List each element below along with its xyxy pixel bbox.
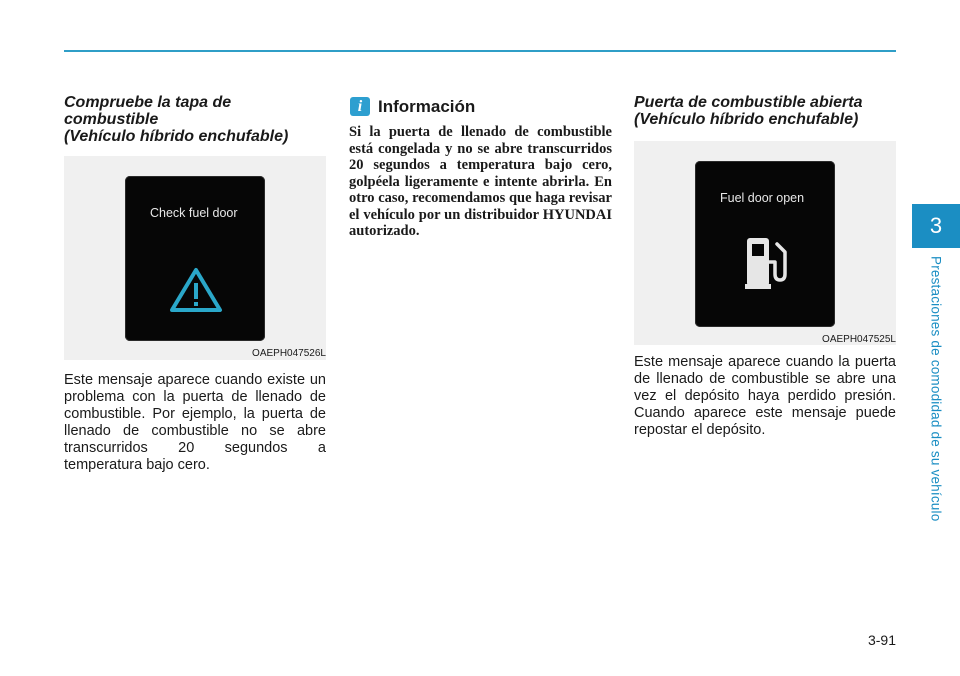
- body-text-fuel-door-open: Este mensaje aparece cuando la puerta de llenado de combustible se abre una vez el depósito haya perdido presión. Cuando aparece este mensaje puede repostar el depósito.: [634, 354, 896, 438]
- figure-check-fuel-door: [64, 156, 326, 360]
- warning-triangle-icon: [169, 266, 223, 314]
- body-text-check-fuel-door: Este mensaje aparece cuando existe un problema con la puerta de llenado de combustible. Por ejemplo, la puerta de llenado de combustible no se abre transcurridos 20 segundos a temperatura bajo cero.: [64, 372, 326, 473]
- info-icon: i: [350, 97, 370, 116]
- chapter-title-text: Prestaciones de comodidad de su vehículo: [928, 256, 944, 522]
- figure-fuel-door-open: [634, 141, 896, 345]
- info-body: Si la puerta de llenado de combustible está congelada y no se abre transcurridos 20 segundos a temperatura bajo cero, golpéela ligeramente e intente abrirla. En otro caso, recomendamos que haga revisar el vehículo por un distribuidor HYUNDAI autorizado.: [349, 124, 612, 239]
- figure-code: OAEPH047526L: [252, 348, 326, 359]
- heading-line: (Vehículo híbrido enchufable): [64, 128, 289, 145]
- page-number: 3-91: [867, 632, 896, 648]
- figure-code: OAEPH047525L: [822, 334, 896, 345]
- section-heading-check-fuel-door: [64, 94, 288, 145]
- heading-line: Compruebe la tapa de: [64, 94, 232, 111]
- section-heading-fuel-door-open: [634, 94, 863, 128]
- header-rule: [64, 50, 896, 52]
- display-message: Fuel door open: [720, 191, 805, 205]
- fuel-pump-icon: [745, 236, 789, 290]
- chapter-tab: 3: [912, 204, 960, 248]
- heading-line: Puerta de combustible abierta: [634, 94, 863, 111]
- cluster-display: [695, 161, 835, 327]
- cluster-display: [125, 176, 265, 341]
- display-message: Check fuel door: [150, 206, 238, 220]
- heading-line: (Vehículo híbrido enchufable): [634, 111, 859, 128]
- info-title: Información: [378, 97, 476, 116]
- heading-line: combustible: [64, 111, 159, 128]
